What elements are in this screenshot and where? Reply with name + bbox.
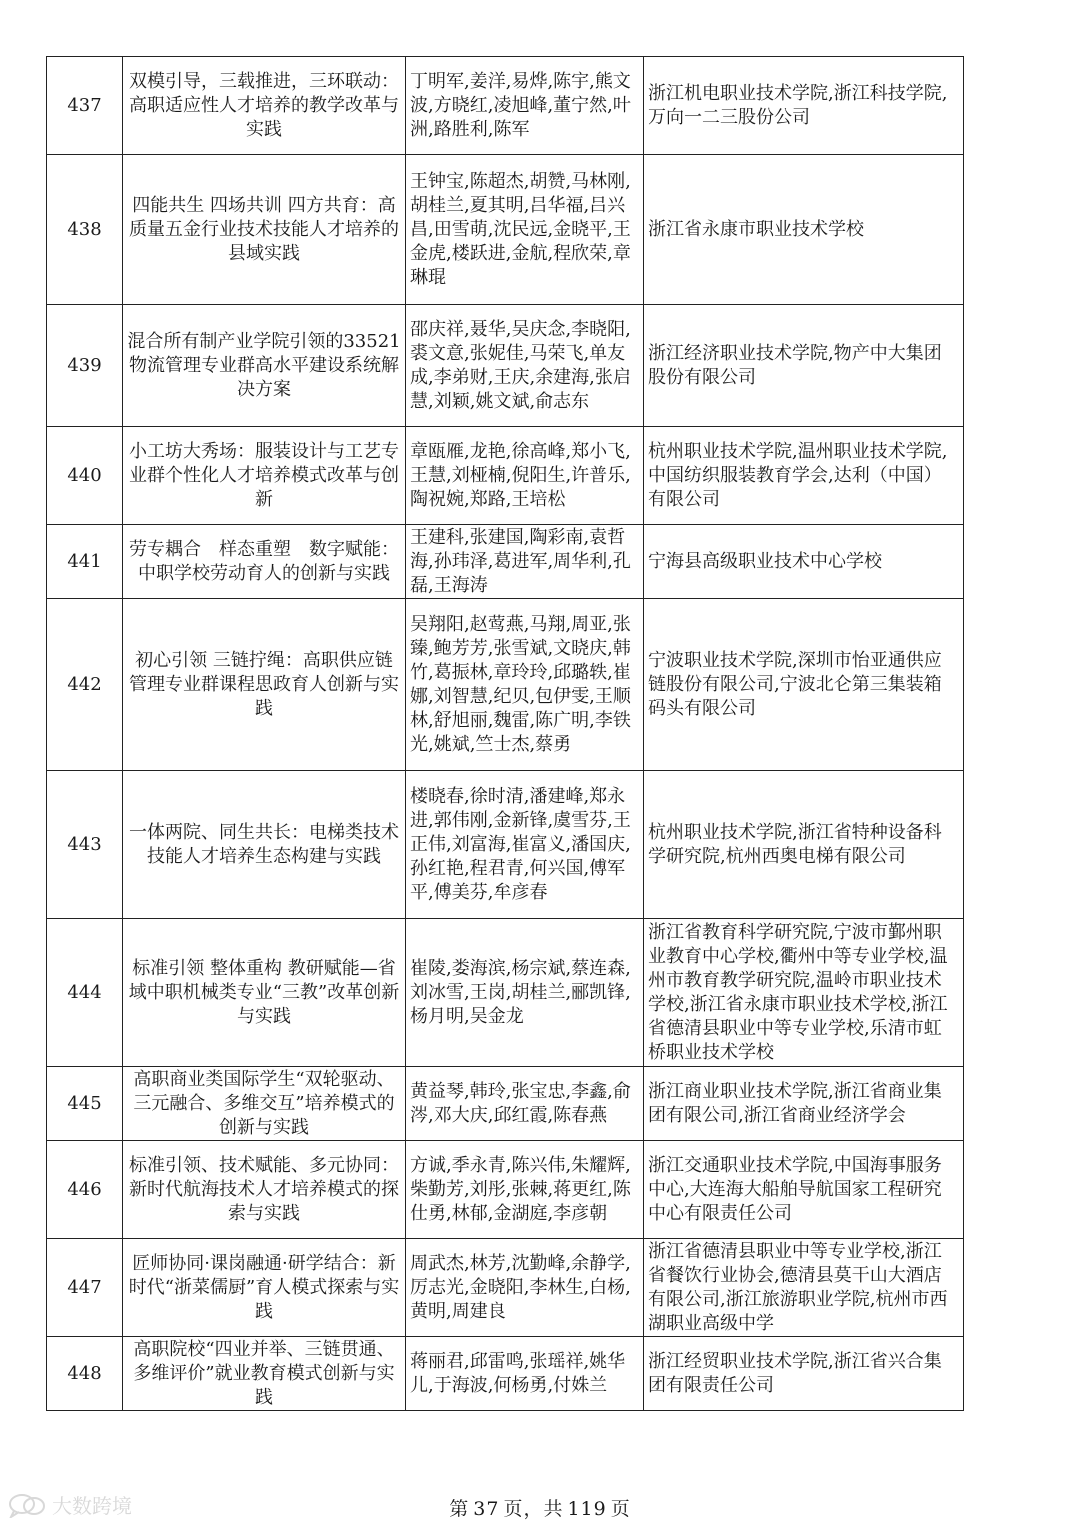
project-organizations: 浙江经济职业技术学院,物产中大集团股份有限公司 xyxy=(644,305,964,427)
table-row xyxy=(47,771,964,919)
footer-suffix: 页 xyxy=(610,1498,631,1520)
project-organizations: 浙江交通职业技术学院,中国海事服务中心,大连海大船舶导航国家工程研究中心有限责任公司 xyxy=(644,1141,964,1239)
footer-mid: 页，共 xyxy=(503,1498,564,1520)
project-members: 崔陵,娄海滨,杨宗斌,蔡连森,刘冰雪,王岗,胡桂兰,郦凯锋,杨月明,吴金龙 xyxy=(406,919,644,1067)
row-number: 440 xyxy=(47,427,123,525)
project-organizations: 浙江省教育科学研究院,宁波市鄞州职业教育中心学校,衢州中等专业学校,温州市教育教学研究院,温岭市职业技术学校,浙江省永康市职业技术学校,浙江省德清县职业中等专业学校,乐清市虹桥职业技术学校 xyxy=(644,919,964,1067)
project-members: 方诚,季永青,陈兴伟,朱耀辉,柴勤芳,刘彤,张棘,蒋更红,陈仕勇,林郁,金湖庭,李彦朝 xyxy=(406,1141,644,1239)
awards-table xyxy=(46,56,964,1411)
table-row xyxy=(47,1141,964,1239)
row-number: 447 xyxy=(47,1239,123,1337)
watermark-text: 大数跨境 xyxy=(52,1494,132,1518)
project-title: 一体两院、同生共长：电梯类技术技能人才培养生态构建与实践 xyxy=(123,771,406,919)
project-members: 蒋丽君,邱雷鸣,张瑶祥,姚华儿,于海波,何杨勇,付姝兰 xyxy=(406,1337,644,1411)
project-organizations: 浙江商业职业技术学院,浙江省商业集团有限公司,浙江省商业经济学会 xyxy=(644,1067,964,1141)
project-title: 初心引领 三链拧绳：高职供应链管理专业群课程思政育人创新与实践 xyxy=(123,599,406,771)
project-organizations: 杭州职业技术学院,浙江省特种设备科学研究院,杭州西奥电梯有限公司 xyxy=(644,771,964,919)
project-members: 黄益琴,韩玲,张宝忠,李鑫,俞涔,邓大庆,邱红霞,陈春燕 xyxy=(406,1067,644,1141)
table-row xyxy=(47,57,964,155)
row-number: 448 xyxy=(47,1337,123,1411)
table-row xyxy=(47,305,964,427)
project-organizations: 浙江省德清县职业中等专业学校,浙江省餐饮行业协会,德清县莫干山大酒店有限公司,浙江旅游职业学院,杭州市西湖职业高级中学 xyxy=(644,1239,964,1337)
project-organizations: 杭州职业技术学院,温州职业技术学院,中国纺织服装教育学会,达利（中国）有限公司 xyxy=(644,427,964,525)
project-title: 混合所有制产业学院引领的33521物流管理专业群高水平建设系统解决方案 xyxy=(123,305,406,427)
row-number: 442 xyxy=(47,599,123,771)
row-number: 445 xyxy=(47,1067,123,1141)
table-row xyxy=(47,1337,964,1411)
project-members: 吴翔阳,赵莺燕,马翔,周亚,张臻,鲍芳芳,张雪斌,文晓庆,韩竹,葛振林,章玲玲,邱璐轶,崔娜,刘智慧,纪贝,包伊雯,王顺林,舒旭丽,魏雷,陈广明,李铁光,姚斌,竺士杰,蔡勇 xyxy=(406,599,644,771)
table-row xyxy=(47,599,964,771)
project-title: 劳专耦合 样态重塑 数字赋能：中职学校劳动育人的创新与实践 xyxy=(123,525,406,599)
table-row xyxy=(47,919,964,1067)
project-members: 邵庆祥,聂华,吴庆念,李晓阳,裘文意,张妮佳,马荣飞,单友成,李弟财,王庆,余建海,张启慧,刘颖,姚文斌,俞志东 xyxy=(406,305,644,427)
watermark xyxy=(8,1490,132,1519)
page-footer xyxy=(0,1494,1080,1521)
footer-page-number: 37 xyxy=(473,1498,500,1520)
project-members: 章瓯雁,龙艳,徐高峰,郑小飞,王慧,刘桠楠,倪阳生,许普乐,陶祝婉,郑路,王培松 xyxy=(406,427,644,525)
footer-total-pages: 119 xyxy=(567,1498,607,1520)
table-body xyxy=(47,57,964,1411)
project-organizations: 浙江经贸职业技术学院,浙江省兴合集团有限责任公司 xyxy=(644,1337,964,1411)
project-members: 周武杰,林芳,沈勤峰,余静学,厉志光,金晓阳,李林生,白杨,黄明,周建良 xyxy=(406,1239,644,1337)
table-row xyxy=(47,427,964,525)
project-title: 标准引领 整体重构 教研赋能—省域中职机械类专业“三教”改革创新与实践 xyxy=(123,919,406,1067)
row-number: 444 xyxy=(47,919,123,1067)
row-number: 443 xyxy=(47,771,123,919)
project-title: 匠师协同·课岗融通·研学结合：新时代“浙菜儒厨”育人模式探索与实践 xyxy=(123,1239,406,1337)
row-number: 439 xyxy=(47,305,123,427)
project-title: 高职院校“四业并举、三链贯通、多维评价”就业教育模式创新与实践 xyxy=(123,1337,406,1411)
project-title: 高职商业类国际学生“双轮驱动、三元融合、多维交互”培养模式的创新与实践 xyxy=(123,1067,406,1141)
table-row xyxy=(47,1067,964,1141)
row-number: 437 xyxy=(47,57,123,155)
table-row xyxy=(47,155,964,305)
row-number: 438 xyxy=(47,155,123,305)
project-members: 丁明军,姜洋,易烨,陈宇,熊文波,方晓红,凌旭峰,董宁然,叶洲,路胜利,陈军 xyxy=(406,57,644,155)
row-number: 446 xyxy=(47,1141,123,1239)
footer-prefix: 第 xyxy=(449,1498,470,1520)
speech-bubble-logo-icon xyxy=(8,1492,46,1518)
project-organizations: 浙江机电职业技术学院,浙江科技学院,万向一二三股份公司 xyxy=(644,57,964,155)
project-members: 王建科,张建国,陶彩南,袁哲海,孙玮泽,葛进军,周华利,孔磊,王海涛 xyxy=(406,525,644,599)
project-members: 王钟宝,陈超杰,胡赞,马林刚,胡桂兰,夏其明,吕华福,吕兴昌,田雪萌,沈民远,金晓平,王金虎,楼跃进,金航,程欣荣,章琳琨 xyxy=(406,155,644,305)
project-organizations: 宁海县高级职业技术中心学校 xyxy=(644,525,964,599)
table-row xyxy=(47,525,964,599)
table-row xyxy=(47,1239,964,1337)
project-members: 楼晓春,徐时清,潘建峰,郑永进,郭伟刚,金新锋,虞雪芬,王正伟,刘富海,崔富义,潘国庆,孙红艳,程君青,何兴国,傅军平,傅美芬,牟彦春 xyxy=(406,771,644,919)
project-organizations: 浙江省永康市职业技术学校 xyxy=(644,155,964,305)
project-title: 小工坊大秀场：服装设计与工艺专业群个性化人才培养模式改革与创新 xyxy=(123,427,406,525)
row-number: 441 xyxy=(47,525,123,599)
project-title: 双模引导，三载推进，三环联动：高职适应性人才培养的教学改革与实践 xyxy=(123,57,406,155)
project-title: 标准引领、技术赋能、多元协同：新时代航海技术人才培养模式的探索与实践 xyxy=(123,1141,406,1239)
project-title: 四能共生 四场共训 四方共育：高质量五金行业技术技能人才培养的县域实践 xyxy=(123,155,406,305)
project-organizations: 宁波职业技术学院,深圳市怡亚通供应链股份有限公司,宁波北仑第三集装箱码头有限公司 xyxy=(644,599,964,771)
